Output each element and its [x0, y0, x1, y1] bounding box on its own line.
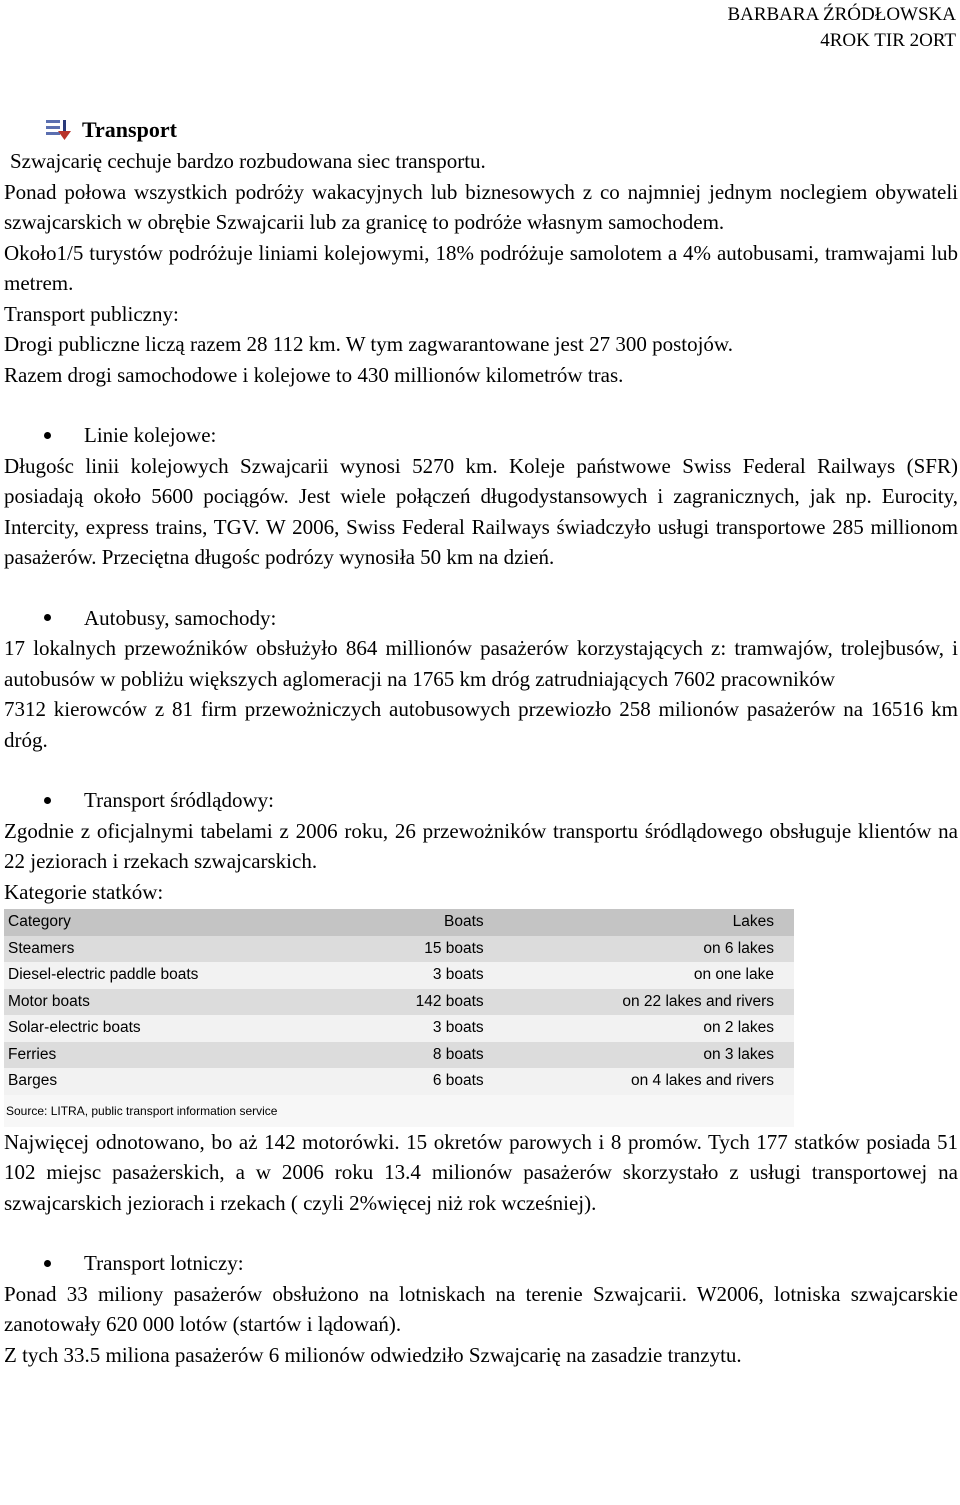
bullet-dot [44, 432, 51, 439]
cell-boats: 3 boats [432, 1019, 484, 1036]
rail-heading: Linie kolejowe: [84, 423, 217, 447]
table-row [4, 1042, 794, 1069]
boat-categories-table [4, 909, 794, 1127]
boats-summary: Najwięcej odnotowano, bo aż 142 motorówki. 15 okretów parowych i 8 promów. Tych 177 statków posiada 51 102 miejsc pasażerskich, a w 2006 roku 13.4 milionów pasażerów skorzystało z usługi transportowej na szwajcarskich jeziorach i rzekach ( czyli 2%więcej niż rok wcześniej). [4, 1129, 958, 1215]
cell-lakes: on 22 lakes and rivers [622, 992, 774, 1010]
column-header-boats: Boats [444, 913, 484, 930]
cell-lakes: on 4 lakes and rivers [630, 1072, 774, 1089]
air-text-3: Z tych 33.5 miliona pasażerów 6 milionów odwiedziło Szwajcarię na zasadzie tranzytu. [4, 1342, 742, 1367]
bus-text-2: 7312 kierowców z 81 firm przewożniczych autobusowych przewiozło 258 milionów pasażerów na 16516 km dróg. [4, 697, 958, 752]
arrow-down-icon [44, 118, 72, 142]
inland-text: Zgodnie z oficjalnymi tabelami z 2006 roku, 26 przewożników transportu śródlądowego obsługuje klientów na 22 jeziorach i rzekach szwajcarskich. [4, 818, 958, 873]
bullet-inland [44, 785, 958, 816]
author-name: BARBARA ŹRÓDŁOWSKA [727, 4, 956, 25]
document-body [4, 114, 958, 1370]
table-row [4, 1015, 794, 1042]
table-row [4, 936, 794, 963]
air-text [4, 1279, 958, 1340]
cell-boats: 6 boats [432, 1072, 484, 1089]
cell-category: Diesel-electric paddle boats [8, 966, 199, 983]
paragraph-rail-share: Około1/5 turystów podróżuje liniami kolejowymi, 18% podróżuje samolotem a 4% autobusami, tramwajami lub metrem. [4, 240, 958, 295]
intro-text: Szwajcarię cechuje bardzo rozbudowana siec transportu. [10, 149, 486, 173]
column-header-category: Category [8, 913, 71, 930]
cell-lakes: on 2 lakes [703, 1019, 774, 1036]
section-title: Transport [82, 116, 177, 142]
air-text-1: Ponad 33 miliony pasażerów obsłużono na lotniskach na terenie Szwajcarii. [4, 1281, 687, 1306]
column-header-lakes: Lakes [732, 913, 774, 930]
section-heading [4, 114, 958, 146]
paragraph-car-travel: Ponad połowa wszystkich podróży wakacyjnych lub biznesowych z co najmniej jednym noclegiem obywateli szwajcarskich w obrębie Szwajcarii lub za granicę to podróże własnym samochodem. [4, 179, 958, 234]
cell-boats: 3 boats [432, 966, 484, 983]
cell-category: Ferries [8, 1045, 57, 1063]
author-class: 4ROK TIR 2ORT [820, 30, 956, 51]
bullet-dot [44, 614, 51, 621]
cell-boats: 142 boats [415, 992, 484, 1010]
boat-categories-label: Kategorie statków: [4, 879, 164, 904]
document-header [727, 2, 956, 54]
table-row [4, 989, 794, 1016]
bullet-air [44, 1248, 958, 1279]
cell-lakes: on 6 lakes [703, 939, 774, 957]
table-header-row [4, 909, 794, 936]
inland-heading: Transport śródlądowy: [84, 788, 274, 812]
public-transport-label: Transport publiczny: [4, 301, 179, 326]
bullet-dot [44, 1260, 51, 1267]
air-text-2: W2006, lotniska szwajcarskie zanotowały 620 000 lotów (startów i lądowań). [4, 1281, 958, 1336]
paragraph-public-roads: Drogi publiczne liczą razem 28 112 km. W tym zagwarantowane jest 27 300 postojów. [4, 332, 733, 356]
rail-text: Długośc linii kolejowych Szwajcarii wynosi 5270 km. Koleje państwowe Swiss Federal Railways (SFR) posiadają około 5600 pociągów. Jest wiele połączeń długodystansowych i zagranicznych, jak np. Eurocity, Intercity, express trains, TGV. W 2006, Swiss Federal Railways świadczyło usługi transportowe 285 millionom pasażerów. Przeciętna długośc podrózy wynosiła 50 km na dzień. [4, 453, 958, 569]
cell-boats: 15 boats [424, 939, 484, 957]
table-source: Source: LITRA, public transport information service [4, 1095, 794, 1127]
cell-category: Steamers [8, 939, 75, 957]
table-row [4, 962, 794, 989]
cell-lakes: on 3 lakes [703, 1045, 774, 1063]
cell-category: Barges [8, 1072, 58, 1089]
bullet-dot [44, 797, 51, 804]
cell-category: Motor boats [8, 992, 90, 1010]
bus-heading: Autobusy, samochody: [84, 605, 277, 630]
bullet-rail [44, 420, 958, 451]
air-heading: Transport lotniczy: [84, 1251, 244, 1275]
table-row [4, 1068, 794, 1095]
bus-text-1: 17 lokalnych przewoźników obsłużyło 864 millionów pasażerów korzystających z: tramwajów, trolejbusów, i autobusów w pobliżu większych aglomeracji na 1765 km dróg zatrudniających 7602 pracowników [4, 636, 958, 691]
cell-lakes: on one lake [693, 966, 774, 983]
cell-category: Solar-electric boats [8, 1019, 141, 1036]
paragraph-total-routes: Razem drogi samochodowe i kolejowe to 430 millionów kilometrów tras. [4, 362, 624, 387]
cell-boats: 8 boats [432, 1045, 484, 1063]
bullet-bus [44, 603, 958, 634]
